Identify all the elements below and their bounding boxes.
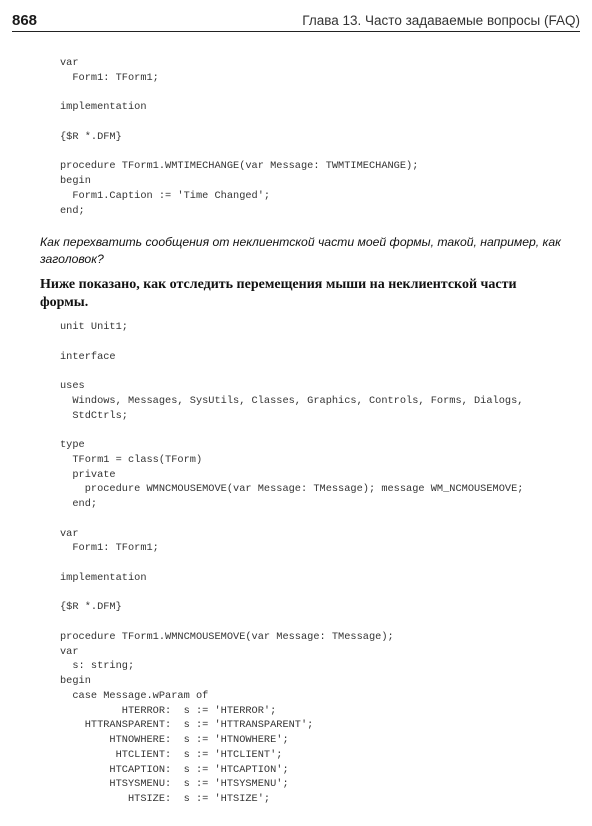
header-rule: [12, 31, 580, 32]
code-line: HTNOWHERE: s := 'HTNOWHERE';: [60, 734, 289, 746]
code-line: uses: [60, 380, 85, 392]
code-line: implementation: [60, 101, 147, 114]
code-line: end;: [60, 498, 98, 510]
page-number: 868: [12, 12, 38, 29]
code-line: private: [60, 468, 116, 481]
code-line: [60, 145, 418, 160]
code-line: implementation: [60, 571, 147, 584]
answer-text: Ниже показано, как отследить перемещения мыши на неклиентской части формы.: [40, 277, 517, 310]
code-line: TForm1 = class(TForm): [60, 453, 203, 466]
code-line: s: string;: [60, 660, 135, 673]
code-line: [60, 423, 523, 438]
code-line: HTTRANSPARENT: s := 'HTTRANSPARENT';: [60, 719, 314, 732]
question-text: Как перехватить сообщения от неклиентской части моей формы, такой, например, как заголовок?: [40, 235, 561, 266]
code-line: Form1.Caption := 'Time Changed';: [60, 189, 271, 202]
code-line: Windows, Messages, SysUtils, Classes, Graphics, Controls, Forms, Dialogs,: [60, 394, 524, 407]
code-line: procedure TForm1.WMTIMECHANGE(var Message: TWMTIMECHANGE);: [60, 160, 419, 173]
code-line: procedure WMNCMOUSEMOVE(var Message: TMessage); message WM_NCMOUSEMOVE;: [60, 483, 524, 496]
code-block-1: [60, 56, 418, 218]
code-line: [60, 615, 523, 630]
code-line: begin: [60, 675, 91, 687]
code-line: begin: [60, 175, 91, 187]
code-line: var: [60, 645, 79, 658]
code-line: HTCAPTION: s := 'HTCAPTION';: [60, 763, 289, 776]
code-line: {$R *.DFM}: [60, 601, 122, 614]
code-line: [60, 86, 418, 101]
code-line: Form1: TForm1;: [60, 542, 159, 555]
code-line: [60, 335, 523, 350]
code-line: [60, 364, 523, 379]
code-line: StdCtrls;: [60, 409, 128, 422]
code-line: [60, 556, 523, 571]
code-line: [60, 115, 418, 130]
code-line: procedure TForm1.WMNCMOUSEMOVE(var Message: TMessage);: [60, 630, 394, 643]
code-line: HTERROR: s := 'HTERROR';: [60, 704, 277, 717]
code-line: [60, 586, 523, 601]
page-header: [12, 12, 580, 32]
code-block-2: [60, 320, 523, 807]
code-line: HTSIZE: s := 'HTSIZE';: [60, 793, 271, 805]
code-line: interface: [60, 350, 116, 363]
code-line: var: [60, 527, 79, 540]
code-line: case Message.wParam of: [60, 689, 209, 702]
code-line: HTSYSMENU: s := 'HTSYSMENU';: [60, 778, 289, 791]
code-line: {$R *.DFM}: [60, 130, 122, 143]
code-line: type: [60, 439, 85, 451]
chapter-title: Глава 13. Часто задаваемые вопросы (FAQ): [302, 13, 580, 28]
code-line: Form1: TForm1;: [60, 71, 159, 84]
code-line: end;: [60, 204, 85, 217]
code-line: HTCLIENT: s := 'HTCLIENT';: [60, 748, 283, 761]
code-line: [60, 512, 523, 527]
code-line: unit Unit1;: [60, 321, 128, 333]
code-line: var: [60, 57, 79, 69]
